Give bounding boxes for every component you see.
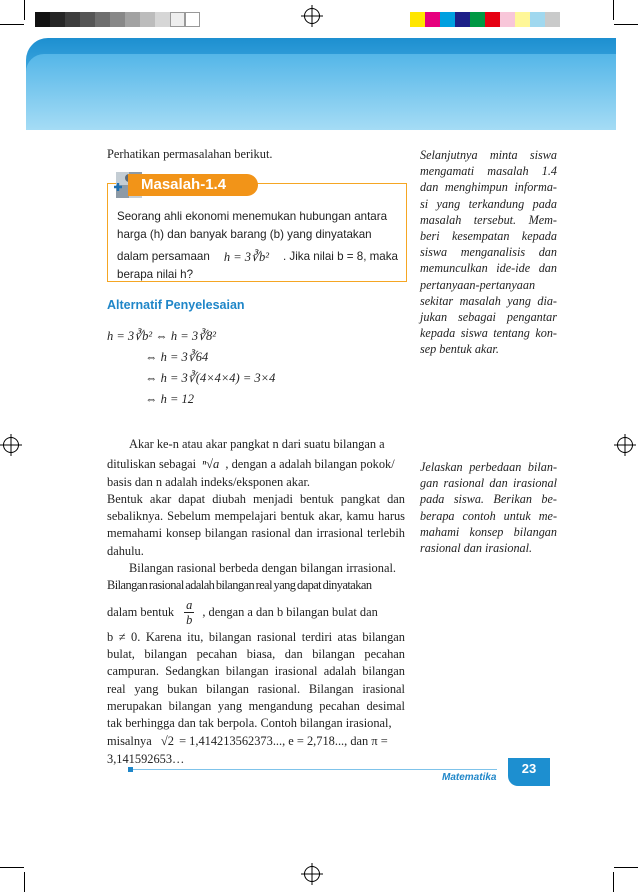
body-paragraphs — [107, 436, 405, 768]
paragraph-line — [107, 598, 405, 627]
problem-title: Masalah-1.4 — [141, 176, 227, 193]
solution-step: h = 3∛b² ⇔ h = 3∛8² — [107, 329, 217, 343]
paragraph-text: dalam bentuk — [107, 604, 175, 619]
crop-mark — [613, 0, 614, 20]
problem-line: Seorang ahli ekonomi menemukan hubungan antara — [117, 210, 388, 223]
header-band-inner — [26, 54, 616, 130]
paragraph-line: 3,141592653… — [107, 751, 185, 766]
solution-step: ⇔ h = 3∛64 — [145, 350, 209, 364]
registration-mark-icon — [617, 437, 633, 453]
color-bar — [410, 12, 560, 27]
paragraph-line — [107, 733, 405, 750]
problem-line-pre: dalam persamaan — [117, 250, 210, 263]
page-number: 23 — [508, 758, 550, 786]
fraction-denominator: b — [186, 612, 193, 627]
crop-mark — [614, 867, 638, 868]
registration-mark-icon — [3, 437, 19, 453]
paragraph-line: basis dan n adalah indeks/eksponen akar. — [107, 474, 311, 489]
solution-step: ⇔ h = 12 — [145, 392, 195, 406]
sqrt-formula: √2 — [160, 734, 174, 749]
root-formula: ⁿ√a — [202, 457, 220, 472]
paragraph-text: = 1,414213562373..., e = 2,718..., dan π = — [179, 734, 388, 749]
crop-mark — [614, 24, 638, 25]
sidenote-1: Selanjutnya minta siswa mengamati masalah 1.4 dan menghimpun informa- si yang terkandung pada masalah tersebut. Mem- beri kesempatan kepada siswa menganalisis dan memunculkan ide-ide dan pertanyaan-pertanyaan sekitar masalah yang dia- jukan sebagai pengantar kepada siswa tentang kon- sep bentuk akar. — [420, 148, 557, 357]
paragraph-text: dituliskan sebagai — [107, 457, 197, 472]
paragraph-text: , dengan a dan b bilangan bulat dan — [202, 604, 378, 619]
paragraph-line: Bilangan rasional adalah bilangan real yang dapat dinyatakan — [107, 578, 372, 593]
fraction — [184, 598, 194, 627]
sidenote-2: Jelaskan perbedaan bilan- gan rasional dan irasional pada siswa. Berikan be- berapa contoh untuk me- mahami konsep bilangan rasional dan irasional. — [420, 460, 557, 556]
problem-formula: h = 3∛b² — [223, 250, 269, 264]
problem-line: berapa nilai h? — [117, 268, 194, 281]
registration-mark-icon — [304, 866, 320, 882]
paragraph-text: misalnya — [107, 734, 152, 749]
paragraph-line: Bilangan rasional berbeda dengan bilangan irrasional. — [129, 561, 396, 576]
problem-text — [117, 208, 398, 284]
crop-mark — [0, 24, 24, 25]
problem-line — [117, 248, 398, 266]
paragraph: Bentuk akar dapat diubah menjadi bentuk pangkat dan sebaliknya. Sebelum mempelajari bentuk akar, kamu harus memahami konsep bilangan rasional dan irrasional terlebih dahulu. — [107, 491, 405, 558]
footer-rule — [133, 769, 497, 770]
crop-mark — [0, 867, 24, 868]
problem-line-post: . Jika nilai b = 8, maka — [282, 250, 398, 263]
problem-line: harga (h) dan banyak barang (b) yang dinyatakan — [117, 228, 372, 241]
intro-text: Perhatikan permasalahan berikut. — [107, 147, 273, 161]
registration-mark-icon — [304, 8, 320, 24]
footer-subject: Matematika — [442, 772, 497, 783]
solution-step: ⇔ h = 3∛(4×4×4) = 3×4 — [145, 371, 276, 385]
paragraph-text: , dengan a adalah bilangan pokok/ — [225, 457, 395, 472]
solution-steps — [107, 326, 275, 410]
fraction-numerator: a — [186, 597, 193, 612]
solution-heading: Alternatif Penyelesaian — [107, 298, 245, 312]
crop-mark — [24, 872, 25, 892]
paragraph: b ≠ 0. Karena itu, bilangan rasional terdiri atas bilangan bulat, bilangan pecahan biasa, dan bilangan pecahan campuran. Sedangkan bilangan irasional adalah bilangan real yang bukan bilangan rasional. Bilangan irasional merupakan bilangan yang mengandung pecahan desimal tak berhingga dan tak berpola. Contoh bilangan irasional, — [107, 629, 405, 731]
crop-mark — [613, 872, 614, 892]
crop-mark — [24, 0, 25, 20]
paragraph-line: Akar ke-n atau akar pangkat n dari suatu bilangan a — [129, 437, 385, 451]
paragraph-line — [107, 456, 405, 473]
grayscale-bar — [35, 12, 200, 27]
